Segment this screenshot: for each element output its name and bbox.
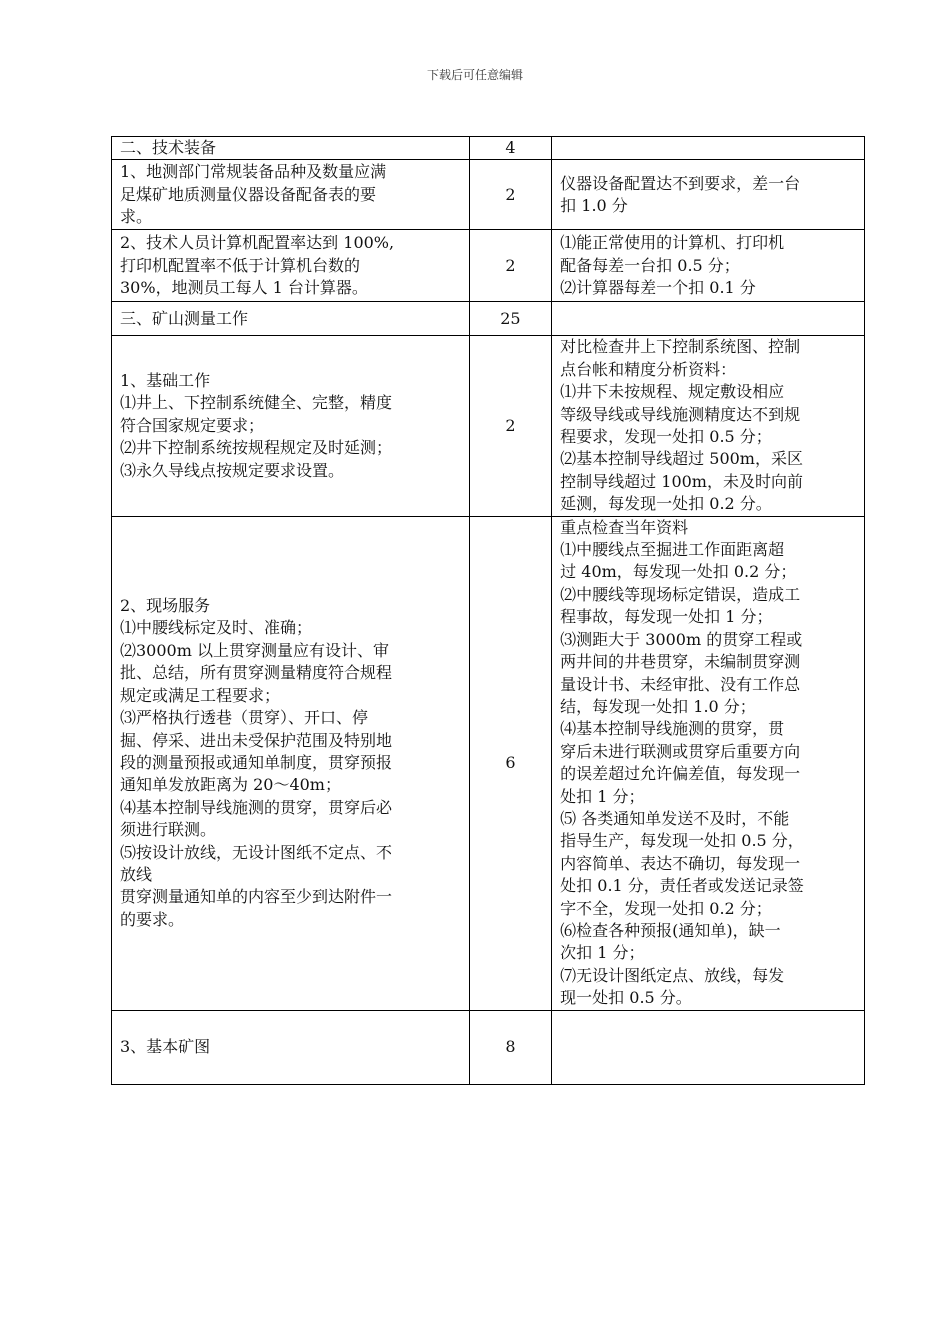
item-cell xyxy=(112,137,470,160)
item-line: ⑷基本控制导线施测的贯穿，贯穿后必 xyxy=(120,797,393,817)
method-line: 等级导线或导线施测精度达不到规 xyxy=(560,404,801,424)
method-line: 控制导线超过 100m，未及时向前 xyxy=(560,471,803,491)
item-line: 段的测量预报或通知单制度，贯穿预报 xyxy=(120,752,393,772)
item-cell xyxy=(112,516,470,1010)
method-cell xyxy=(552,1010,865,1084)
item-line: 规定或满足工程要求； xyxy=(120,685,281,705)
method-line: 仪器设备配置达不到要求，差一台 xyxy=(560,173,801,193)
item-line: 放线 xyxy=(120,864,153,884)
item-line: ⑶严格执行透巷（贯穿）、开口、停 xyxy=(120,708,369,728)
item-line: ⑴中腰线标定及时、准确； xyxy=(120,618,313,638)
item-line: 打印机配置率不低于计算机台数的 xyxy=(120,255,361,275)
item-line: 批、总结，所有贯穿测量精度符合规程 xyxy=(120,663,393,683)
score-cell: 4 xyxy=(469,137,552,160)
score-cell: 2 xyxy=(469,160,552,230)
item-line: 30%，地测员工每人 1 台计算器。 xyxy=(120,278,368,298)
table-row xyxy=(112,302,865,336)
item-line: ⑶永久导线点按规定要求设置。 xyxy=(120,460,345,480)
item-line: 3、基本矿图 xyxy=(120,1036,211,1056)
method-line: ⑴井下未按规程、规定敷设相应 xyxy=(560,382,785,402)
method-line: 点台帐和精度分析资料： xyxy=(560,359,737,379)
item-line: 的要求。 xyxy=(120,909,185,929)
method-line: ⑵基本控制导线超过 500m，采区 xyxy=(560,449,803,469)
method-line: 程事故，每发现一处扣 1 分； xyxy=(560,607,773,627)
item-cell xyxy=(112,302,470,336)
method-line: 处扣 1 分； xyxy=(560,786,645,806)
method-line: 扣 1.0 分 xyxy=(560,195,628,215)
method-line: 现一处扣 0.5 分。 xyxy=(560,988,692,1008)
score-cell: 6 xyxy=(469,516,552,1010)
method-line: 程要求，发现一处扣 0.5 分； xyxy=(560,427,772,447)
method-line: 延测，每发现一处扣 0.2 分。 xyxy=(560,494,772,514)
method-line: 结，每发现一处扣 1.0 分； xyxy=(560,696,756,716)
item-line: 求。 xyxy=(120,207,153,227)
item-line: ⑴井上、下控制系统健全、完整，精度 xyxy=(120,393,393,413)
method-line: 字不全，发现一处扣 0.2 分； xyxy=(560,898,772,918)
item-line: 通知单发放距离为 20～40m； xyxy=(120,775,341,795)
item-cell xyxy=(112,160,470,230)
method-cell xyxy=(552,302,865,336)
table-row xyxy=(112,336,865,516)
item-line: 符合国家规定要求； xyxy=(120,415,265,435)
method-line: 处扣 0.1 分，责任者或发送记录签 xyxy=(560,876,804,896)
method-cell xyxy=(552,516,865,1010)
score-cell: 25 xyxy=(469,302,552,336)
method-line: ⑴能正常使用的计算机、打印机 xyxy=(560,233,785,253)
score-cell: 2 xyxy=(469,230,552,302)
method-line: 对比检查井上下控制系统图、控制 xyxy=(560,337,801,357)
method-cell xyxy=(552,137,865,160)
method-line: ⑵计算器每差一个扣 0.1 分 xyxy=(560,278,756,298)
item-line: 足煤矿地质测量仪器设备配备表的要 xyxy=(120,184,377,204)
method-cell xyxy=(552,336,865,516)
method-line: ⑵中腰线等现场标定错误，造成工 xyxy=(560,584,801,604)
method-line: 次扣 1 分； xyxy=(560,943,645,963)
score-cell: 8 xyxy=(469,1010,552,1084)
page-header: 下载后可任意编辑 xyxy=(426,68,523,82)
table-row xyxy=(112,516,865,1010)
item-line: 二、技术装备 xyxy=(120,138,217,157)
item-line: 1、地测部门常规装备品种及数量应满 xyxy=(120,162,387,182)
method-line: 的误差超过允许偏差值，每发现一 xyxy=(560,764,801,784)
table-row xyxy=(112,137,865,160)
item-line: 2、现场服务 xyxy=(120,596,211,616)
method-line: 两井间的井巷贯穿，未编制贯穿测 xyxy=(560,652,801,672)
method-line: 重点检查当年资料 xyxy=(560,517,689,537)
table-body xyxy=(112,137,865,1085)
item-line: 三、矿山测量工作 xyxy=(120,308,249,328)
item-line: ⑸按设计放线，无设计图纸不定点、不 xyxy=(120,842,393,862)
method-cell xyxy=(552,230,865,302)
method-cell xyxy=(552,160,865,230)
item-cell xyxy=(112,336,470,516)
score-cell: 2 xyxy=(469,336,552,516)
method-line: 量设计书、未经审批、没有工作总 xyxy=(560,674,801,694)
method-line: ⑹检查各种预报(通知单)，缺一 xyxy=(560,920,781,940)
method-line: 配备每差一台扣 0.5 分； xyxy=(560,255,740,275)
method-line: 过 40m，每发现一处扣 0.2 分； xyxy=(560,562,797,582)
item-cell xyxy=(112,1010,470,1084)
method-line: ⑴中腰线点至掘进工作面距离超 xyxy=(560,540,785,560)
table-row xyxy=(112,160,865,230)
item-line: 贯穿测量通知单的内容至少到达附件一 xyxy=(120,887,393,907)
method-line: ⑶测距大于 3000m 的贯穿工程或 xyxy=(560,629,803,649)
method-line: ⑷基本控制导线施测的贯穿，贯 xyxy=(560,719,785,739)
scoring-table xyxy=(111,136,865,1085)
method-line: ⑸ 各类通知单发送不及时，不能 xyxy=(560,808,790,828)
item-line: 2、技术人员计算机配置率达到 100%, xyxy=(120,233,395,253)
method-line: 穿后未进行联测或贯穿后重要方向 xyxy=(560,741,801,761)
item-line: ⑵3000m 以上贯穿测量应有设计、审 xyxy=(120,640,389,660)
item-line: 1、基础工作 xyxy=(120,371,211,391)
method-line: ⑺无设计图纸定点、放线，每发 xyxy=(560,965,785,985)
table-row xyxy=(112,1010,865,1084)
item-line: 掘、停采、进出未受保护范围及特别地 xyxy=(120,730,393,750)
method-line: 内容简单、表达不确切，每发现一 xyxy=(560,853,801,873)
item-line: ⑵井下控制系统按规程规定及时延测； xyxy=(120,438,393,458)
item-cell xyxy=(112,230,470,302)
table-row xyxy=(112,230,865,302)
method-line: 指导生产，每发现一处扣 0.5 分， xyxy=(560,831,804,851)
item-line: 须进行联测。 xyxy=(120,820,217,840)
